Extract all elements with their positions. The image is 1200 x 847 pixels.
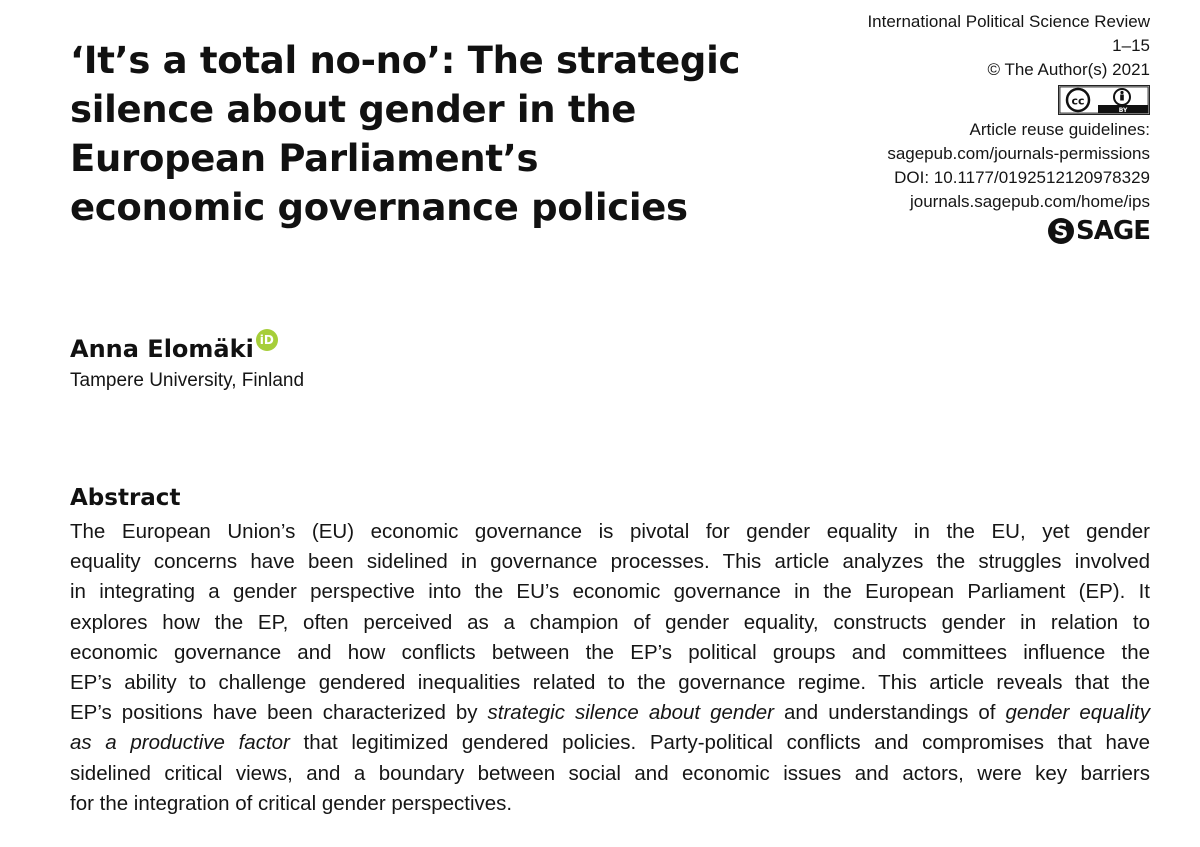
permissions-link[interactable]: sagepub.com/journals-permissions	[887, 144, 1150, 163]
reuse-label: Article reuse guidelines:	[969, 120, 1150, 139]
emphasis-productive-factor: as a productive factor	[70, 731, 290, 755]
sage-logo	[1048, 218, 1150, 244]
abstract-text	[70, 517, 1150, 819]
abstract-line: sidelined critical views, and a boundary between social and economic issues and actors, were key barriers	[70, 761, 1150, 785]
abstract-line: equality concerns have been sidelined in governance processes. This article analyzes the struggles involved	[70, 550, 1150, 574]
article-title	[70, 36, 770, 232]
abstract-line: explores how the EP, often perceived as a champion of gender equality, constructs gender in relation to	[70, 610, 1150, 634]
journal-name: International Political Science Review	[867, 12, 1150, 31]
doi[interactable]: DOI: 10.1177/0192512120978329	[894, 168, 1150, 187]
journal-homepage-link[interactable]: journals.sagepub.com/home/ips	[909, 192, 1150, 211]
author-name: Anna Elomäki	[70, 335, 254, 363]
abstract-line: EP’s ability to challenge gendered inequalities related to the governance regime. This article reveals that the	[70, 671, 1150, 695]
orcid-icon[interactable]: iD	[256, 329, 278, 351]
title-line: silence about gender in the	[70, 88, 637, 131]
abstract-line: economic governance and how conflicts between the EP’s political groups and committees influence the	[70, 640, 1150, 664]
svg-text:cc: cc	[1071, 94, 1085, 108]
sage-s-icon: S	[1048, 218, 1074, 244]
abstract-line: for the integration of critical gender perspectives.	[70, 791, 513, 815]
title-line: economic governance policies	[70, 186, 688, 229]
svg-text:BY: BY	[1118, 107, 1128, 114]
author-affiliation: Tampere University, Finland	[70, 370, 305, 391]
abstract-line: as a productive factor that legitimized gendered policies. Party-political conflicts and compromises that have	[70, 731, 1150, 755]
abstract-line: in integrating a gender perspective into the EU’s economic governance in the European Parliament (EP). It	[70, 580, 1150, 604]
abstract-heading: Abstract	[70, 485, 181, 511]
title-line: European Parliament’s	[70, 137, 539, 180]
journal-info	[810, 10, 1150, 245]
page-range: 1–15	[1112, 36, 1150, 55]
publisher-name: SAGE	[1076, 216, 1150, 246]
abstract-line: EP’s positions have been characterized by strategic silence about gender and understandings of gender equality	[70, 701, 1150, 725]
author	[70, 335, 278, 363]
title-line: ‘It’s a total no-no’: The strategic	[70, 39, 741, 82]
copyright-notice: © The Author(s) 2021	[987, 60, 1150, 79]
abstract-line: The European Union’s (EU) economic governance is pivotal for gender equality in the EU, yet gender	[70, 520, 1150, 543]
emphasis-gender-equality: gender equality	[1005, 701, 1150, 725]
emphasis-strategic-silence: strategic silence about gender	[487, 701, 774, 725]
cc-by-icon[interactable]	[1058, 85, 1150, 115]
